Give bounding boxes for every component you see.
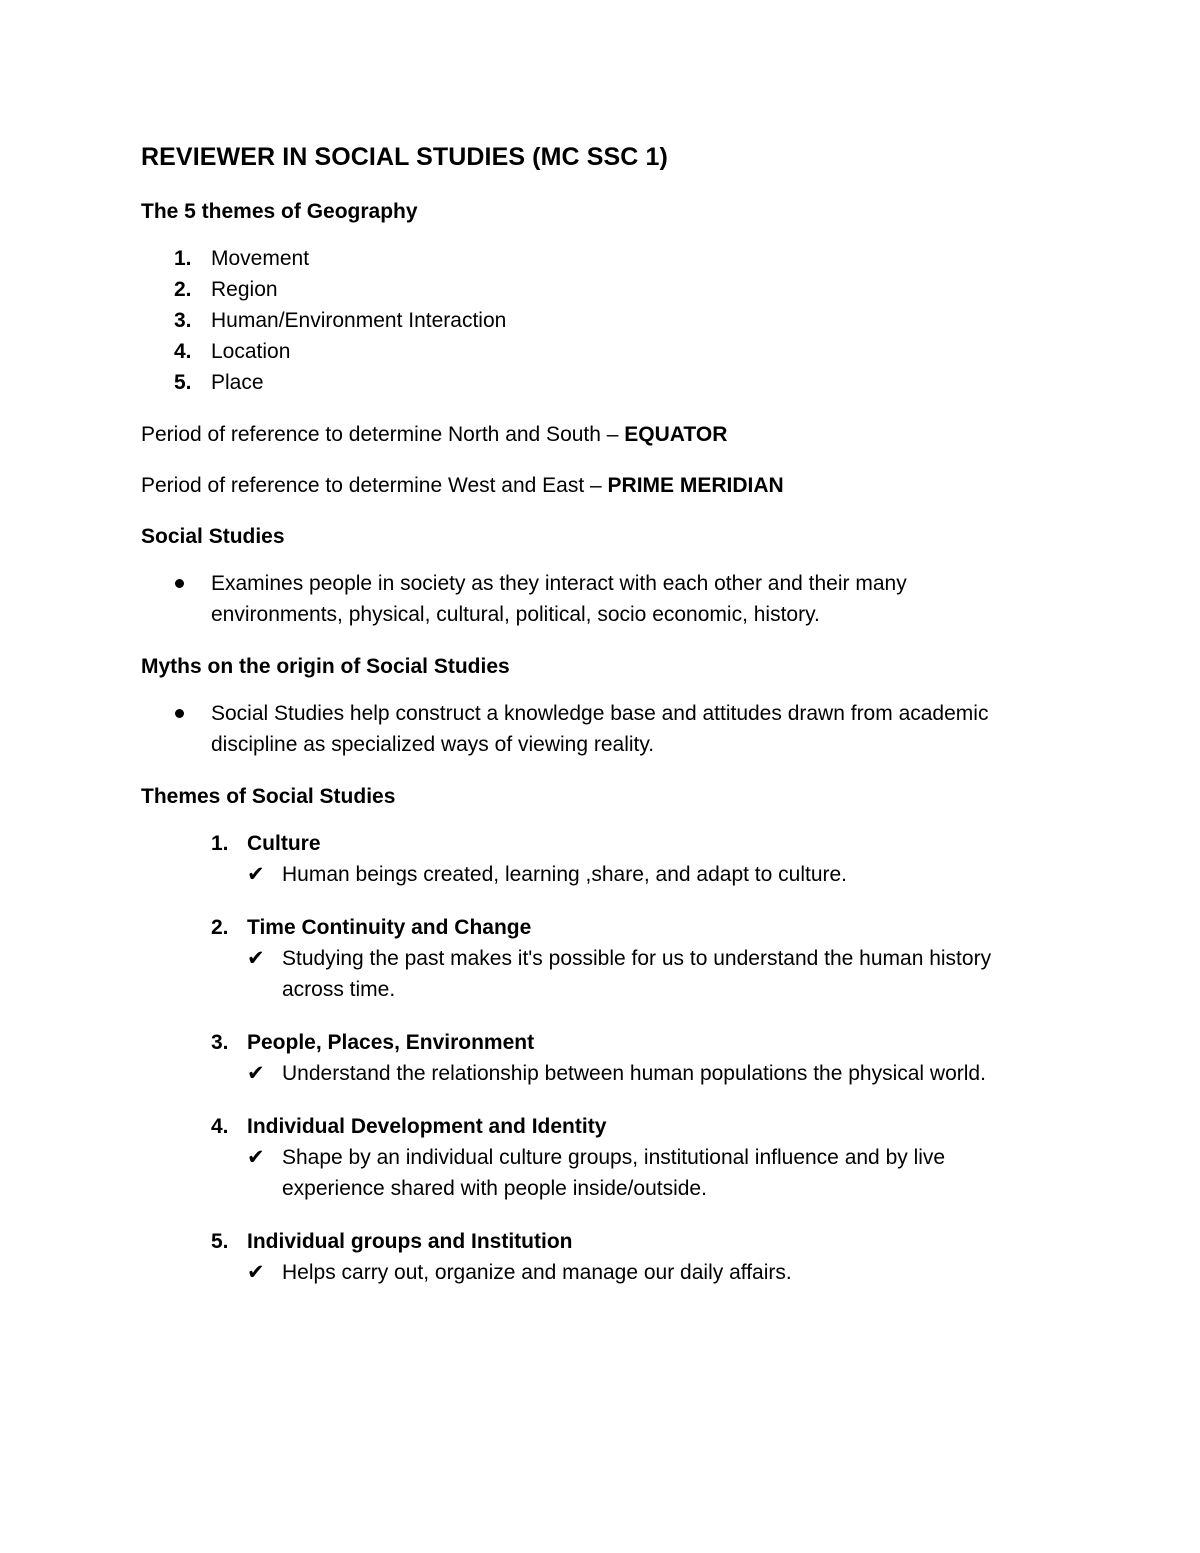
list-item — [141, 243, 1041, 274]
list-item-label: Region — [211, 278, 278, 301]
reference-answer: PRIME MERIDIAN — [607, 474, 784, 497]
geography-themes-list — [141, 243, 1041, 398]
reference-text: Period of reference to determine North and South – — [141, 423, 625, 446]
themes-heading: Themes of Social Studies — [141, 785, 396, 808]
theme-title — [141, 912, 1041, 943]
myths-heading: Myths on the origin of Social Studies — [141, 655, 510, 678]
theme-detail-text: Studying the past makes it's possible for us to understand the human history across time. — [282, 947, 992, 1001]
bullet-text: Examines people in society as they interact with each other and their many environments, physical, cultural, political, socio economic, history. — [211, 572, 907, 626]
list-item-label: Location — [211, 340, 291, 363]
theme-detail-text: Human beings created, learning ,share, and adapt to culture. — [282, 863, 848, 886]
theme-number: 1. — [211, 832, 229, 855]
theme-title-text: Time Continuity and Change — [247, 916, 532, 939]
social-studies-heading: Social Studies — [141, 525, 285, 548]
theme-title-text: Individual Development and Identity — [247, 1115, 607, 1138]
reference-text: Period of reference to determine West and East – — [141, 474, 608, 497]
equator-reference — [141, 421, 1041, 449]
checkmark-icon: ✔ — [247, 1061, 265, 1085]
geography-heading: The 5 themes of Geography — [141, 200, 418, 223]
list-number: 1. — [174, 247, 192, 270]
theme-detail — [141, 943, 1041, 1005]
theme-detail-text: Understand the relationship between human populations the physical world. — [282, 1062, 986, 1085]
theme-detail — [141, 1058, 1041, 1089]
theme-number: 3. — [211, 1031, 229, 1054]
theme-detail — [141, 1142, 1041, 1204]
theme-title-text: Culture — [247, 832, 321, 855]
list-number: 3. — [174, 309, 192, 332]
theme-detail-text: Shape by an individual culture groups, institutional influence and by live experience shared with people inside/outside. — [282, 1146, 946, 1200]
list-item — [141, 698, 1041, 760]
theme-item — [141, 1111, 1041, 1204]
checkmark-icon: ✔ — [247, 862, 265, 886]
prime-meridian-reference — [141, 472, 1041, 500]
bullet-icon — [175, 709, 184, 718]
social-studies-list — [141, 568, 1041, 630]
theme-title — [141, 828, 1041, 859]
theme-title-text: Individual groups and Institution — [247, 1230, 573, 1253]
list-item — [141, 274, 1041, 305]
theme-detail — [141, 1257, 1041, 1288]
checkmark-icon: ✔ — [247, 1260, 265, 1284]
list-number: 5. — [174, 371, 192, 394]
theme-title — [141, 1226, 1041, 1257]
theme-item — [141, 1027, 1041, 1089]
theme-detail — [141, 859, 1041, 890]
bullet-text: Social Studies help construct a knowledge base and attitudes drawn from academic discipline as specialized ways of viewing reality. — [211, 702, 989, 756]
list-item — [141, 305, 1041, 336]
list-item-label: Human/Environment Interaction — [211, 309, 507, 332]
theme-title-text: People, Places, Environment — [247, 1031, 535, 1054]
theme-item — [141, 828, 1041, 890]
theme-item — [141, 1226, 1041, 1288]
list-item-label: Place — [211, 371, 264, 394]
list-number: 4. — [174, 340, 192, 363]
checkmark-icon: ✔ — [247, 1145, 265, 1169]
list-item — [141, 367, 1041, 398]
reference-answer: EQUATOR — [624, 423, 728, 446]
list-item-label: Movement — [211, 247, 310, 270]
document-page — [141, 140, 1041, 1310]
checkmark-icon: ✔ — [247, 946, 265, 970]
theme-title — [141, 1027, 1041, 1058]
theme-item — [141, 912, 1041, 1005]
list-item — [141, 568, 1041, 630]
bullet-icon — [175, 579, 184, 588]
theme-number: 4. — [211, 1115, 229, 1138]
theme-detail-text: Helps carry out, organize and manage our daily affairs. — [282, 1261, 792, 1284]
theme-number: 2. — [211, 916, 229, 939]
myths-list — [141, 698, 1041, 760]
theme-number: 5. — [211, 1230, 229, 1253]
list-item — [141, 336, 1041, 367]
document-title: REVIEWER IN SOCIAL STUDIES (MC SSC 1) — [141, 143, 668, 171]
theme-title — [141, 1111, 1041, 1142]
list-number: 2. — [174, 278, 192, 301]
